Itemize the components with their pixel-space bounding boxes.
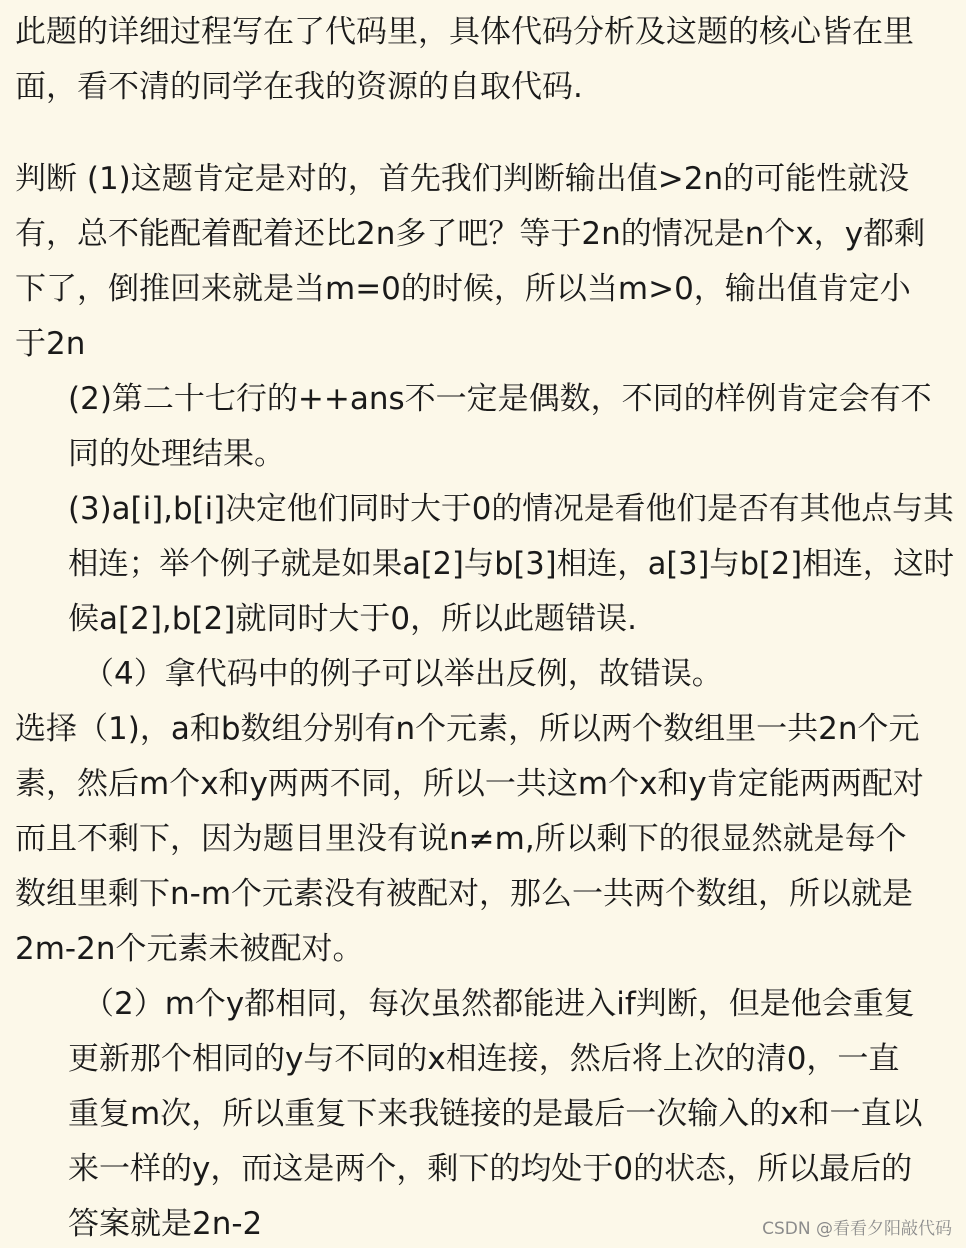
- choice-item-2-line: 来一样的y，而这是两个，剩下的均处于0的状态，所以最后的: [68, 1151, 913, 1187]
- judge-item-3-line: 相连；举个例子就是如果a[2]与b[3]相连，a[3]与b[2]相连，这时: [68, 546, 954, 582]
- judge-item-2-line: (2)第二十七行的++ans不一定是偶数，不同的样例肯定会有不: [68, 381, 932, 417]
- choice-item-2-line: 更新那个相同的y与不同的x相连接，然后将上次的清0，一直: [68, 1041, 900, 1077]
- choice-item-1-line: 数组里剩下n-m个元素没有被配对，那么一共两个数组，所以就是: [15, 876, 914, 912]
- choice-item-1-line: 2m-2n个元素未被配对。: [15, 931, 364, 967]
- choice-item-2-line: 重复m次，所以重复下来我链接的是最后一次输入的x和一直以: [68, 1096, 923, 1132]
- choice-item-2-line: （2）m个y都相同，每次虽然都能进入if判断，但是他会重复: [83, 986, 915, 1022]
- judge-item-3-line: (3)a[i],b[i]决定他们同时大于0的情况是看他们是否有其他点与其: [68, 491, 954, 527]
- judge-item-1-line: 有，总不能配着配着还比2n多了吧？等于2n的情况是n个x，y都剩: [15, 216, 926, 252]
- judge-item-3-line: 候a[2],b[2]就同时大于0，所以此题错误.: [68, 601, 637, 637]
- choice-item-1-line: 而且不剩下，因为题目里没有说n≠m,所以剩下的很显然就是每个: [15, 821, 907, 857]
- choice-item-1-line: 选择（1)，a和b数组分别有n个元素，所以两个数组里一共2n个元: [15, 711, 920, 747]
- judge-item-1-line: 于2n: [15, 326, 86, 362]
- intro-line: 面，看不清的同学在我的资源的自取代码.: [15, 69, 583, 105]
- judge-item-1-line: 下了，倒推回来就是当m=0的时候，所以当m>0，输出值肯定小: [15, 271, 911, 307]
- csdn-watermark: CSDN @看看夕阳敲代码: [762, 1219, 952, 1239]
- choice-item-2-line: 答案就是2n-2: [68, 1206, 263, 1242]
- judge-item-2-line: 同的处理结果。: [68, 436, 285, 472]
- intro-line: 此题的详细过程写在了代码里，具体代码分析及这题的核心皆在里: [15, 14, 914, 50]
- judge-item-4-line: （4）拿代码中的例子可以举出反例，故错误。: [83, 656, 723, 692]
- choice-item-1-line: 素，然后m个x和y两两不同，所以一共这m个x和y肯定能两两配对: [15, 766, 924, 802]
- judge-item-1-line: 判断 (1)这题肯定是对的，首先我们判断输出值>2n的可能性就没: [15, 161, 910, 197]
